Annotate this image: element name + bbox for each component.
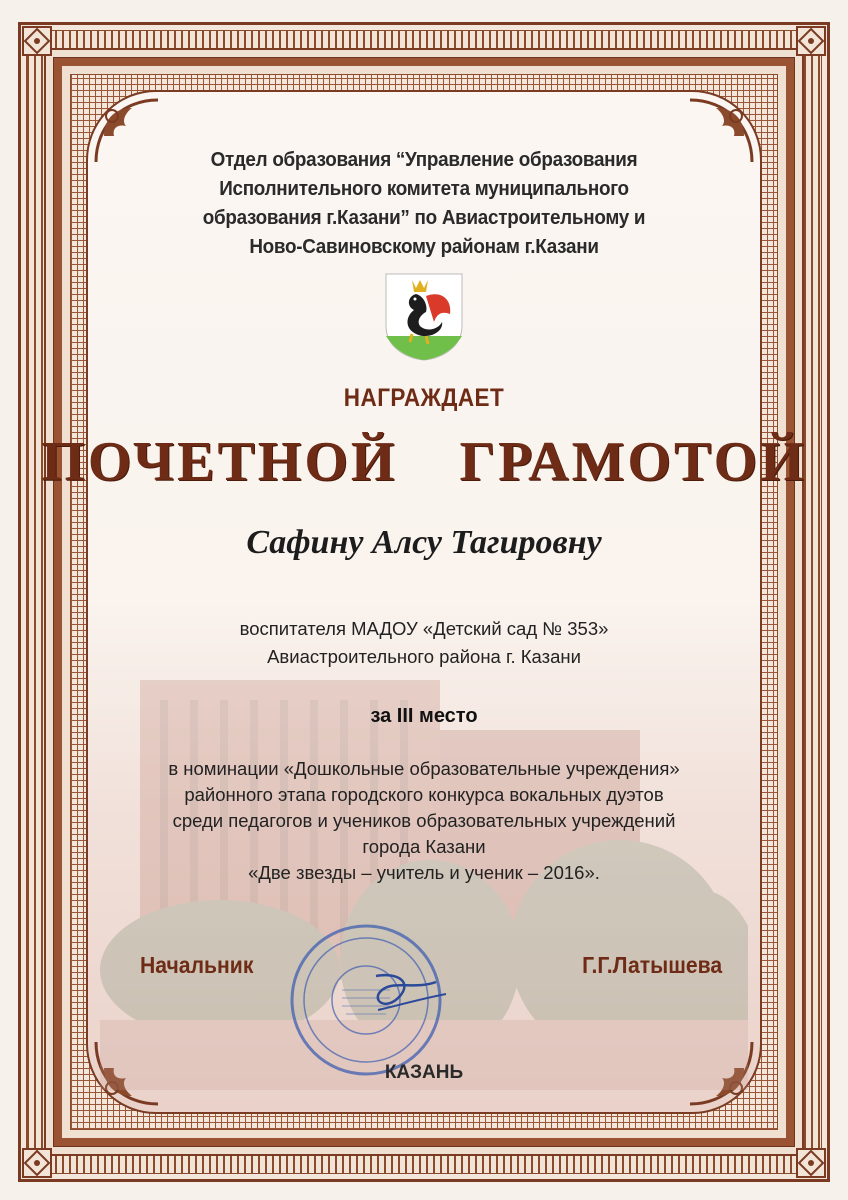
recipient-position <box>0 615 848 671</box>
corner-ornament-icon <box>796 26 826 56</box>
position-line: Авиастроительного района г. Казани <box>267 646 581 667</box>
certificate-title: ПОЧЕТНОЙ ГРАМОТОЙ <box>41 431 807 493</box>
signatory-role: Начальник <box>140 952 254 978</box>
corner-ornament-icon <box>796 1148 826 1178</box>
recipient-name: Сафину Алсу Тагировну <box>246 524 602 561</box>
awards-heading: НАГРАЖДАЕТ <box>343 384 505 412</box>
nomination-text <box>0 756 848 886</box>
issuer-header <box>34 145 814 261</box>
position-line: воспитателя МАДОУ «Детский сад № 353» <box>239 618 609 639</box>
corner-ornament-icon <box>22 26 52 56</box>
nomination-line: районного этапа городского конкурса вокальных дуэтов <box>184 784 664 805</box>
kazan-coat-of-arms-icon <box>382 270 466 362</box>
issuer-line: Ново-Савиновскому районам г.Казани <box>249 235 599 258</box>
issuer-line: Отдел образования “Управление образования <box>210 148 638 171</box>
issuer-line: образования г.Казани” по Авиастроительному и <box>202 206 646 229</box>
issuer-line: Исполнительного комитета муниципального <box>219 177 629 200</box>
nomination-line: «Две звезды – учитель и ученик – 2016». <box>248 862 600 883</box>
signatory-name: Г.Г.Латышева <box>582 952 722 978</box>
nomination-line: в номинации «Дошкольные образовательные учреждения» <box>168 758 680 779</box>
city-name: КАЗАНЬ <box>384 1062 464 1083</box>
nomination-line: города Казани <box>362 836 486 857</box>
official-stamp-icon <box>286 920 446 1080</box>
nomination-line: среди педагогов и учеников образовательных учреждений <box>172 810 676 831</box>
corner-ornament-icon <box>22 1148 52 1178</box>
award-place: за III место <box>370 705 478 727</box>
